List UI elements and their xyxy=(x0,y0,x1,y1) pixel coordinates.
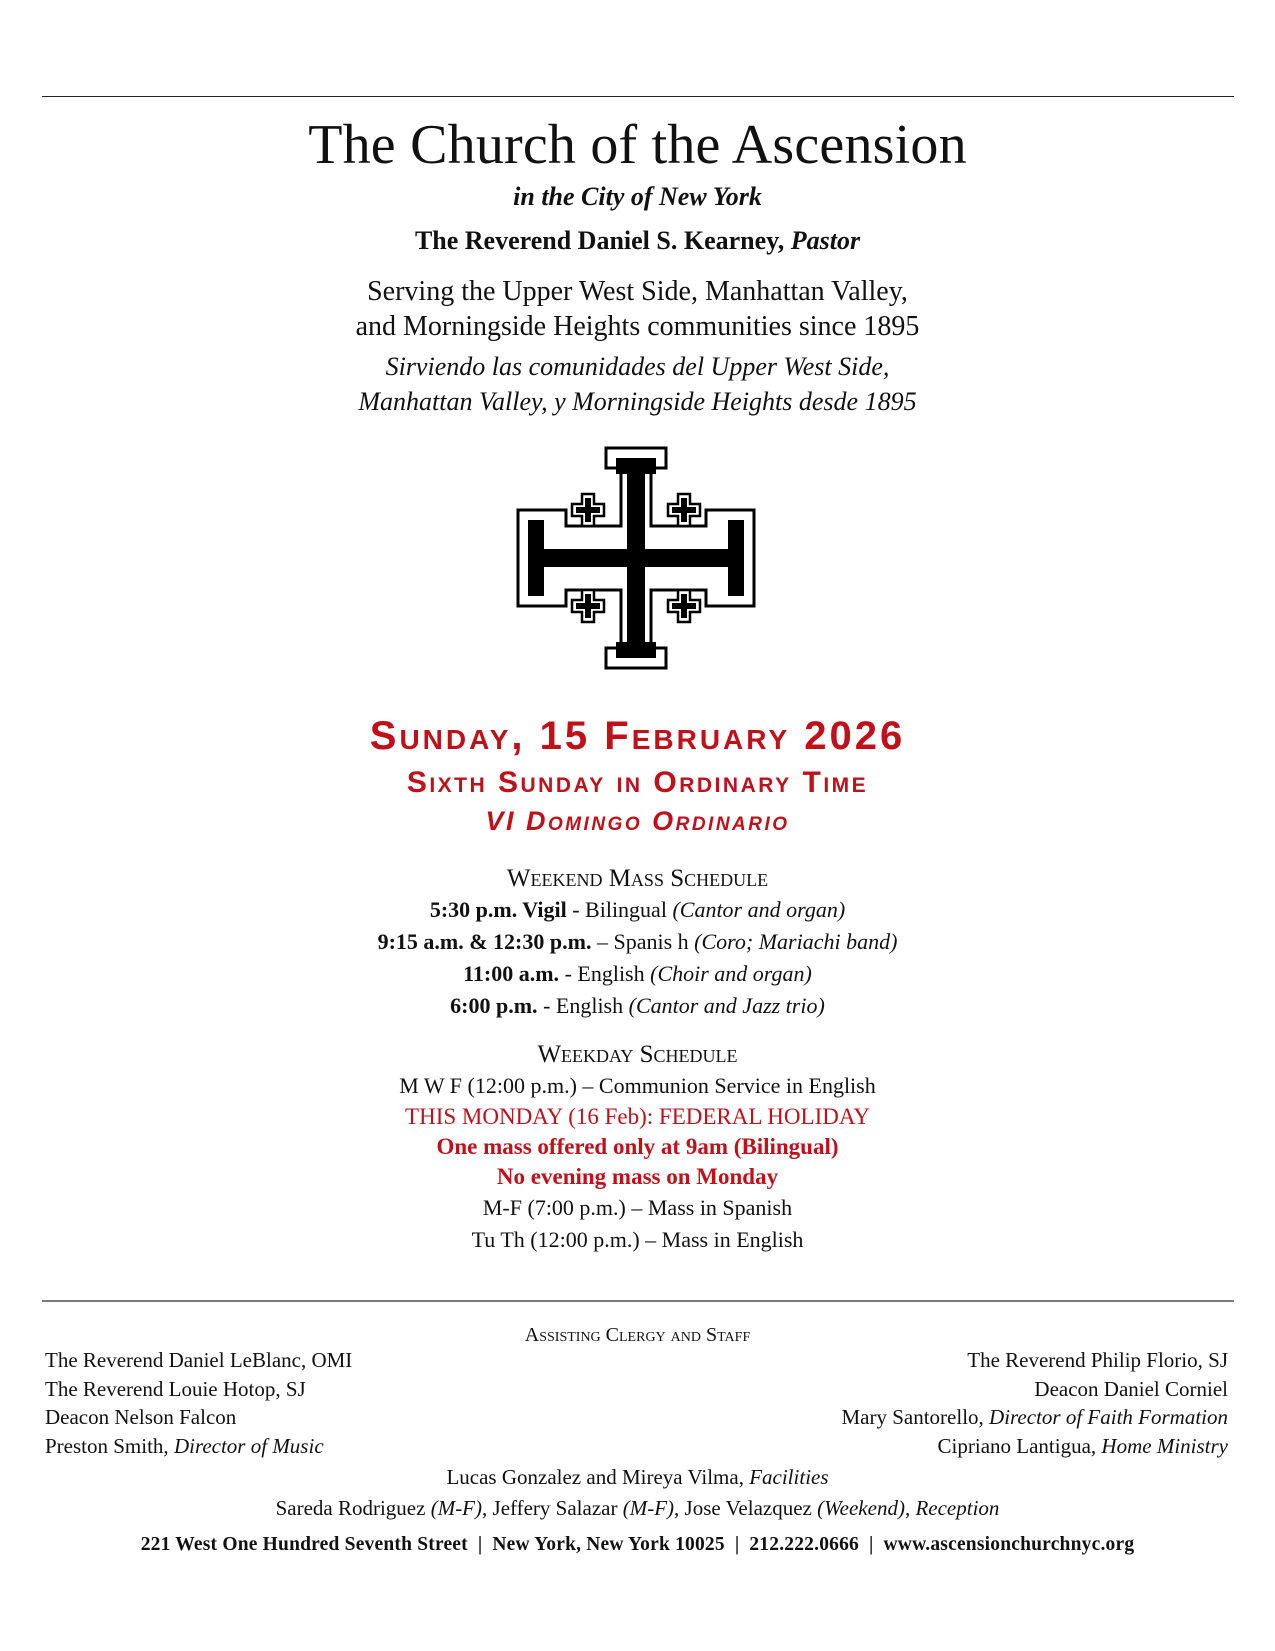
staff-member xyxy=(45,1432,352,1461)
pastor-role: Pastor xyxy=(790,226,861,255)
footer-address: 221 West One Hundred Seventh Street xyxy=(140,1534,468,1555)
mass-sep: - xyxy=(537,993,556,1018)
mass-language: English xyxy=(577,961,651,986)
mass-time: 6:00 p.m. xyxy=(450,993,538,1018)
serving-english xyxy=(0,274,1275,344)
serving-line: Serving the Upper West Side, Manhattan Valley, xyxy=(367,276,908,307)
staff-member xyxy=(841,1403,1228,1432)
staff-role: Home Ministry xyxy=(1101,1433,1228,1458)
footer-separator: | xyxy=(477,1534,483,1555)
staff-member xyxy=(841,1375,1228,1404)
staff-name: The Reverend Daniel LeBlanc, OMI xyxy=(45,1348,353,1372)
footer-phone: 212.222.0666 xyxy=(749,1534,859,1555)
mass-sep: – xyxy=(591,929,614,954)
staff-left-column xyxy=(45,1346,352,1460)
weekday-schedule xyxy=(0,1040,1275,1256)
weekday-line: M W F (12:00 p.m.) – Communion Service in English xyxy=(399,1073,876,1098)
staff-member xyxy=(841,1432,1228,1461)
staff-member xyxy=(45,1375,352,1404)
staff-note: (M-F) xyxy=(622,1496,675,1520)
mass-language: English xyxy=(555,993,629,1018)
serving-line: and Morningside Heights communities since 1895 xyxy=(355,311,920,342)
staff-heading: Assisting Clergy and Staff xyxy=(524,1324,751,1346)
staff-right-column xyxy=(841,1346,1228,1460)
mass-time: 11:00 a.m. xyxy=(463,961,560,986)
church-subtitle: in the City of New York xyxy=(513,182,762,211)
mass-item xyxy=(0,926,1275,958)
liturgical-occasion-spanish: VI Domingo Ordinario xyxy=(485,806,790,836)
serving-line: Sirviendo las comunidades del Upper West Side, xyxy=(385,352,890,381)
mass-language: Bilingual xyxy=(585,897,673,922)
staff-name: Deacon Nelson Falcon xyxy=(45,1405,237,1429)
staff-divider xyxy=(42,1300,1234,1302)
staff-facilities xyxy=(0,1462,1275,1493)
serving-spanish xyxy=(0,349,1275,419)
church-title: The Church of the Ascension xyxy=(308,114,967,176)
staff-name: Deacon Daniel Corniel xyxy=(1034,1376,1228,1401)
weekday-schedule-heading: Weekday Schedule xyxy=(537,1041,738,1068)
staff-name: The Reverend Louie Hotop, SJ xyxy=(45,1376,306,1401)
staff-name: Preston Smith, xyxy=(45,1433,174,1458)
liturgical-date: Sunday, 15 February 2026 xyxy=(369,714,906,758)
mass-item xyxy=(0,990,1275,1022)
jerusalem-cross-icon xyxy=(516,446,756,670)
mass-music: (Cantor and organ) xyxy=(672,897,846,922)
serving-line: Manhattan Valley, y Morningside Heights desde 1895 xyxy=(358,387,917,416)
footer-separator: | xyxy=(869,1534,874,1555)
weekend-schedule-heading: Weekend Mass Schedule xyxy=(506,865,769,892)
mass-time: 9:15 a.m. & 12:30 p.m. xyxy=(377,929,592,954)
mass-sep: - xyxy=(559,961,578,986)
pastor-line xyxy=(0,225,1275,257)
mass-music: (Coro; Mariachi band) xyxy=(694,929,898,954)
staff-name: Lucas Gonzalez and Mireya Vilma, xyxy=(446,1465,750,1489)
holiday-alert-line: One mass offered only at 9am (Bilingual) xyxy=(436,1134,839,1159)
holiday-alert-line: No evening mass on Monday xyxy=(496,1164,779,1189)
staff-name: , Jeffery Salazar xyxy=(482,1496,623,1520)
staff-member xyxy=(45,1346,352,1375)
staff-role: Reception xyxy=(915,1496,1000,1520)
staff-role: Facilities xyxy=(749,1465,829,1489)
staff-name: The Reverend Philip Florio, SJ xyxy=(967,1348,1228,1372)
liturgical-occasion-english: Sixth Sunday in Ordinary Time xyxy=(406,766,869,799)
mass-item xyxy=(0,894,1275,926)
staff-role: Director of Faith Formation xyxy=(989,1405,1228,1429)
mass-language: Spanis h xyxy=(613,929,695,954)
staff-role: Director of Music xyxy=(173,1433,324,1458)
mass-time: 5:30 p.m. Vigil xyxy=(429,897,567,922)
mass-sep: - xyxy=(566,897,586,922)
staff-name: , Jose Velazquez xyxy=(674,1496,818,1520)
top-divider xyxy=(42,96,1234,97)
staff-note: (M-F) xyxy=(430,1496,483,1520)
contact-footer xyxy=(0,1531,1275,1559)
mass-music: (Choir and organ) xyxy=(650,961,812,986)
staff-name: Cipriano Lantigua, xyxy=(937,1433,1102,1458)
staff-note: (Weekend) xyxy=(817,1496,905,1520)
staff-sep: , xyxy=(904,1496,916,1520)
staff-member xyxy=(45,1403,352,1432)
staff-name: Mary Santorello, xyxy=(841,1405,990,1429)
footer-separator: | xyxy=(734,1534,740,1555)
staff-reception xyxy=(0,1493,1275,1524)
weekday-line: M-F (7:00 p.m.) – Mass in Spanish xyxy=(482,1195,793,1220)
weekend-schedule xyxy=(0,864,1275,1022)
footer-website[interactable]: www.ascensionchurchnyc.org xyxy=(883,1534,1135,1555)
footer-city: New York, New York 10025 xyxy=(492,1534,725,1555)
staff-member xyxy=(841,1346,1228,1375)
mass-music: (Cantor and Jazz trio) xyxy=(628,993,825,1018)
weekday-line: Tu Th (12:00 p.m.) – Mass in English xyxy=(471,1227,804,1252)
staff-name: Sareda Rodriguez xyxy=(275,1496,431,1520)
pastor-name: The Reverend Daniel S. Kearney, xyxy=(414,226,791,255)
holiday-alert-heading: THIS MONDAY (16 Feb): FEDERAL HOLIDAY xyxy=(405,1104,870,1129)
mass-item xyxy=(0,958,1275,990)
